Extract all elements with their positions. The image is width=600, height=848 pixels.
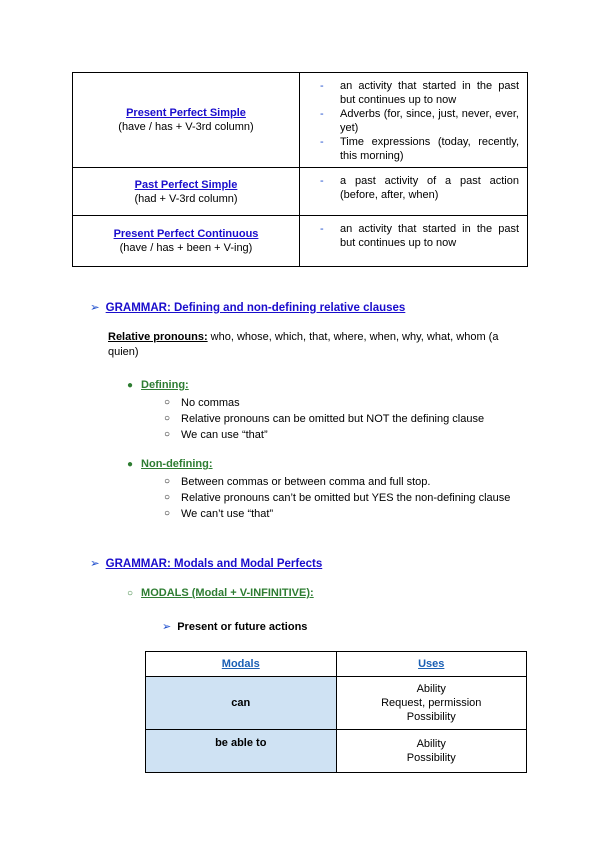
table-row: [146, 677, 527, 730]
tenses-table: [72, 72, 528, 267]
modals-table: [145, 651, 527, 773]
list-item: [308, 79, 519, 107]
tense-name-cell: [73, 216, 300, 267]
tense-name-cell: [73, 168, 300, 216]
table-row: [73, 168, 528, 216]
relative-clauses-heading: [90, 300, 405, 314]
uses-list: [300, 73, 527, 167]
defining-heading: [127, 379, 189, 391]
pronouns-text: who, whose, which, that, where, when, why, what, whom (a quien): [108, 331, 499, 358]
use-text: an activity that started in the past but continues up to now: [340, 223, 519, 249]
use-line: Ability: [416, 683, 446, 695]
arrow-bullet-icon: ➢: [90, 558, 100, 570]
modal-uses-cell: [336, 730, 527, 773]
defining-title: Defining:: [141, 379, 189, 391]
hollow-circle-bullet-icon: ○: [164, 492, 171, 503]
arrow-bullet-icon: ➢: [162, 621, 172, 633]
uses-list: [300, 216, 527, 254]
use-text: Time expressions (today, recently, this morning): [340, 136, 519, 162]
list-item: [308, 174, 519, 202]
heading-link[interactable]: GRAMMAR: Modals and Modal Perfects: [105, 558, 323, 570]
non-defining-heading: [127, 458, 213, 470]
table-row: [146, 730, 527, 773]
dash-bullet-icon: -: [320, 223, 324, 235]
defining-list: [164, 395, 524, 443]
item-text: Between commas or between comma and full stop.: [181, 476, 431, 488]
dash-bullet-icon: -: [320, 136, 324, 148]
tense-form: (had + V-3rd column): [134, 192, 238, 205]
tense-form: (have / has + been + V-ing): [119, 242, 253, 254]
modals-subheading: [127, 587, 314, 599]
tense-uses-cell: [300, 73, 528, 168]
list-item: [308, 107, 519, 135]
item-text: We can’t use “that”: [181, 508, 274, 520]
modal-name-cell: be able to: [146, 730, 337, 773]
arrow-bullet-icon: ➢: [90, 302, 100, 314]
non-defining-title: Non-defining:: [141, 458, 213, 470]
item-text: No commas: [181, 397, 240, 409]
hollow-circle-bullet-icon: ○: [164, 429, 171, 440]
use-line: Possibility: [406, 711, 456, 723]
present-future-text: Present or future actions: [177, 621, 308, 633]
table-row: [73, 216, 528, 267]
use-line: Ability: [416, 738, 446, 750]
list-item: [164, 395, 524, 411]
dash-bullet-icon: -: [320, 175, 324, 187]
modal-name-cell: can: [146, 677, 337, 730]
tense-name-link[interactable]: Present Perfect Continuous: [113, 228, 259, 240]
list-item: [308, 135, 519, 163]
modals-subheading-text: MODALS (Modal + V-INFINITIVE):: [141, 587, 314, 599]
modals-heading: [90, 556, 322, 570]
dash-bullet-icon: -: [320, 108, 324, 120]
use-text: an activity that started in the past but continues up to now: [340, 80, 519, 106]
tense-uses-cell: [300, 216, 528, 267]
list-item: [164, 474, 524, 490]
tense-uses-cell: [300, 168, 528, 216]
relative-pronouns-paragraph: [108, 330, 526, 360]
hollow-circle-bullet-icon: ○: [164, 413, 171, 424]
use-line: Request, permission: [381, 697, 482, 709]
tense-name-cell: [73, 73, 300, 168]
table-row: [73, 73, 528, 168]
use-text: Adverbs (for, since, just, never, ever, yet): [340, 108, 519, 134]
tense-name-link[interactable]: Present Perfect Simple: [126, 107, 246, 119]
list-item: [164, 506, 524, 522]
hollow-circle-bullet-icon: ○: [164, 397, 171, 408]
column-header-uses[interactable]: Uses: [336, 652, 527, 677]
tense-name-link[interactable]: Past Perfect Simple: [134, 178, 238, 191]
dash-bullet-icon: -: [320, 80, 324, 92]
filled-circle-bullet-icon: ●: [127, 459, 134, 470]
item-text: Relative pronouns can’t be omitted but YES the non-defining clause: [181, 492, 511, 504]
present-future-heading: [162, 620, 307, 633]
list-item: [164, 427, 524, 443]
pronouns-label: Relative pronouns:: [108, 331, 208, 343]
use-text: a past activity of a past action (before, after, when): [340, 175, 519, 201]
list-item: [308, 222, 519, 250]
uses-list: [300, 168, 527, 206]
table-header-row: [146, 652, 527, 677]
hollow-circle-bullet-icon: ○: [164, 508, 171, 519]
use-line: Possibility: [406, 752, 456, 764]
list-item: [164, 411, 524, 427]
non-defining-list: [164, 474, 524, 522]
modal-uses-cell: [336, 677, 527, 730]
hollow-circle-bullet-icon: ○: [164, 476, 171, 487]
filled-circle-bullet-icon: ●: [127, 380, 134, 391]
hollow-circle-bullet-icon: ○: [127, 588, 134, 599]
list-item: [164, 490, 524, 506]
column-header-modals[interactable]: Modals: [146, 652, 337, 677]
item-text: We can use “that”: [181, 429, 268, 441]
item-text: Relative pronouns can be omitted but NOT the defining clause: [181, 413, 485, 425]
heading-link[interactable]: GRAMMAR: Defining and non-defining relative clauses: [105, 302, 406, 314]
tense-form: (have / has + V-3rd column): [118, 121, 254, 133]
